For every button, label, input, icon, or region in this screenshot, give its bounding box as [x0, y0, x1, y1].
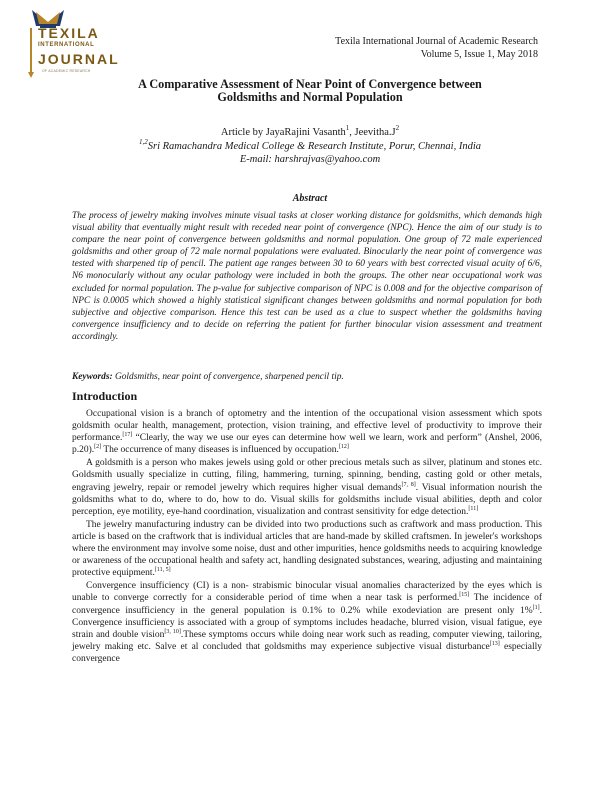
- citation: [1]: [532, 604, 540, 611]
- citation: [11]: [468, 505, 479, 512]
- citation: [17]: [122, 432, 133, 439]
- p4-text-e: especially convergence: [72, 641, 542, 664]
- p4-text-d: .These symptoms occurs while doing near work such as reading, computer viewing, tailoring, jewelry making etc. Salve et al concluded that goldsmiths may experience subjective visual disturbance: [72, 629, 543, 652]
- citation: [11, 5]: [154, 567, 171, 574]
- introduction-heading: Introduction: [72, 389, 138, 403]
- paragraph-4: [72, 580, 542, 665]
- introduction-body: [72, 408, 542, 666]
- author-line: [60, 126, 560, 140]
- p4-text-a: Convergence insufficiency (CI) is a non- strabismic binocular visual anomalies characterized by the eyes which is unable to converge correctly for a considerable period of time when a near task is performed.: [72, 581, 542, 604]
- p1-text-a: Occupational vision is a branch of optometry and the intention of the occupational vision assessment which spots goldsmith ocular health, management, protection, vision training, and effective level of productivity to improve their performance.: [72, 409, 542, 444]
- affiliation-sup: 1,2: [139, 137, 148, 146]
- abstract-text: The process of jewelry making involves minute visual tasks at closer working distance for goldsmiths, which demands high visual ability that eventually might result with receded near point of convergence (NPC). Hence the aim of our study is to compare the near point of convergence between goldsmiths and normal population. One group of 72 male experienced goldsmiths and other group of 72 male normal populations were evaluated. Binocularly the near point of convergence was tested with sharpened tip of pencil. The patient age ranges between 30 to 60 years with best corrected visual acuity of 6/6, N6 monocularly without any ocular pathology were included in both the groups. The other near occupational work was excluded for normal population. The p-value for subjective comparison of NPC is 0.008 and for the objective comparison of NPC is 0.0005 which showed a highly statistical significant changes between goldsmiths and normal population for both subjective and objective comparison. Hence this test can be used as a clue to suspect whether the goldsmiths having convergence insufficiency and to decide on referring the patient for further binocular vision assessment and treatment accordingly.: [72, 211, 542, 342]
- citation: [7, 8]: [401, 481, 416, 488]
- logo-name-bottom: JOURNAL: [38, 51, 120, 67]
- journal-issue: Volume 5, Issue 1, May 2018: [420, 48, 538, 60]
- paragraph-3: [72, 519, 542, 579]
- p2-text-b: . Visual information nourish the goldsmiths what to do, where to do, how to do. Visual skills for goldsmiths include visual abilities, depth and color perception, eye motility, eye-hand coordination, visualization and contrast sensitivity for edge detection.: [72, 482, 542, 517]
- keywords-value: Goldsmiths, near point of convergence, sharpened pencil tip.: [114, 372, 344, 382]
- abstract-heading: Abstract: [292, 193, 328, 204]
- logo-name-mid: INTERNATIONAL: [38, 42, 95, 48]
- title-line-1: A Comparative Assessment of Near Point of Convergence between: [138, 77, 482, 91]
- citation: [15]: [459, 592, 470, 599]
- keywords-label: Keywords:: [72, 372, 113, 382]
- journal-header: [335, 36, 538, 61]
- p4-text-c: . Convergence insufficiency is associated with a group of symptoms includes headache, blurred vision, visual fatigue, eye strain and double vision: [72, 605, 542, 640]
- title-line-2: Goldsmiths and Normal Population: [217, 90, 403, 104]
- citation: [13]: [489, 640, 500, 647]
- affiliation-text: Sri Ramachandra Medical College & Research Institute, Porur, Chennai, India: [147, 140, 481, 152]
- author-sup-2: 2: [395, 124, 400, 132]
- paragraph-1: [72, 408, 542, 456]
- paragraph-2: [72, 457, 542, 517]
- logo-name-top: TEXILA: [38, 25, 100, 41]
- p1-text-b: “Clearly, the way we use our eyes can determine how well we learn, work and perform” (Anshel, 2006, p.20).: [72, 433, 542, 456]
- p3-text-a: The jewelry manufacturing industry can be divided into two productions such as craftwork and mass production. This article is based on the craftwork that is individual articles that are hand-made by skilled craftsmen. In jeweler's workshops where the environment may involve some noise, dust and other impurities, hence goldsmiths needs to acquiring knowledge or awareness of the occupational health and safety act, handling designated substances, wearing, adjusting and maintaining protective equipment.: [72, 519, 542, 579]
- citation: [2]: [94, 444, 102, 451]
- p4-text-b: The incidence of convergence insufficiency in the general population is 0.1% to 0.2% while exodeviation are present only 1%: [72, 593, 542, 616]
- p1-text-c: The occurrence of many diseases is influenced by occupation.: [101, 445, 339, 456]
- logo-tagline: OF ACADEMIC RESEARCH: [42, 69, 91, 73]
- citation: [3, 10]: [164, 628, 181, 635]
- p2-text-a: A goldsmith is a person who makes jewels using gold or other precious metals such as silver, platinum and stones etc. Goldsmith usually specialize in cutting, filing, hammering, turning, spinning, bending, casting gold or other metals, engraving jewelry, repair or remodel jewelry which requires higher visual demands: [72, 458, 542, 493]
- author-second: , Jeevitha.J: [349, 127, 396, 138]
- journal-name: Texila International Journal of Academic Research: [335, 36, 538, 47]
- affiliation: [60, 137, 560, 154]
- paper-title: [60, 78, 560, 104]
- citation: [12]: [338, 444, 349, 451]
- author-block: [60, 126, 560, 167]
- keywords: [72, 372, 542, 382]
- author-prefix: Article by JayaRajini Vasanth: [220, 127, 346, 138]
- author-sup-1: 1: [345, 124, 350, 132]
- journal-logo: [18, 6, 118, 78]
- author-email: E-mail: harshrajvas@yahoo.com: [239, 154, 381, 165]
